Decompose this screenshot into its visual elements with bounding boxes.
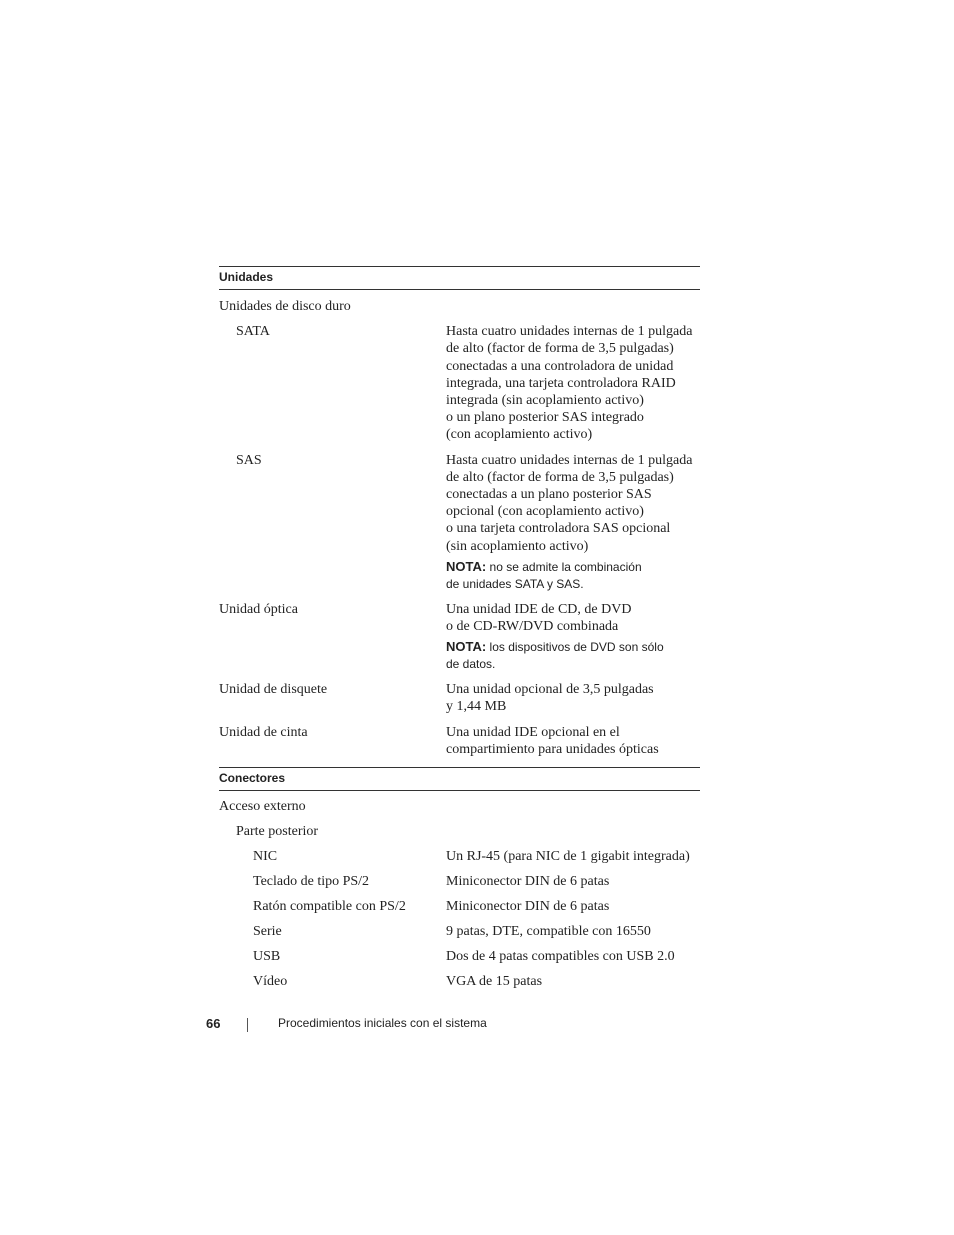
section-heading-connectors: Conectores xyxy=(219,767,700,791)
row-label: Unidades de disco duro xyxy=(219,299,351,314)
row-value xyxy=(446,452,700,593)
specifications-table xyxy=(219,266,700,991)
note-label: NOTA: xyxy=(446,558,487,574)
note-text: los dispositivos de DVD son sólo xyxy=(486,640,664,655)
row-value xyxy=(446,724,700,758)
note-label: NOTA: xyxy=(446,639,487,655)
row-value: Dos de 4 patas compatibles con USB 2.0 xyxy=(446,949,675,965)
row-connector-keyboard xyxy=(219,866,700,891)
value-line: (con acoplamiento activo) xyxy=(446,427,593,443)
page-footer xyxy=(206,1016,706,1036)
row-connector-nic xyxy=(219,841,700,866)
row-sata xyxy=(219,315,700,443)
row-value: VGA de 15 patas xyxy=(446,974,543,990)
row-label: Vídeo xyxy=(253,974,288,990)
row-label: NIC xyxy=(253,849,278,865)
row-connector-usb xyxy=(219,941,700,966)
row-label: Unidad óptica xyxy=(219,601,298,617)
row-hard-drives xyxy=(219,290,700,315)
row-value xyxy=(446,681,700,715)
row-label: SAS xyxy=(236,452,262,468)
value-line: y 1,44 MB xyxy=(446,699,507,715)
value-line: Hasta cuatro unidades internas de 1 pulgada xyxy=(446,324,693,340)
footer-separator xyxy=(247,1018,248,1032)
page-number: 66 xyxy=(206,1016,221,1031)
row-sas xyxy=(219,444,700,593)
note-text: de unidades SATA y SAS. xyxy=(446,576,584,591)
value-line: opcional (con acoplamiento activo) xyxy=(446,504,644,520)
note-text: de datos. xyxy=(446,657,496,672)
section-heading-drives: Unidades xyxy=(219,266,700,290)
row-label: Parte posterior xyxy=(236,824,319,840)
value-line: conectadas a una controladora de unidad xyxy=(446,358,674,374)
row-value: Miniconector DIN de 6 patas xyxy=(446,874,610,890)
value-line: o un plano posterior SAS integrado xyxy=(446,410,644,426)
value-line: conectadas a un plano posterior SAS xyxy=(446,487,652,503)
row-connector-video xyxy=(219,966,700,991)
row-external-access xyxy=(219,791,700,816)
note-text: no se admite la combinación xyxy=(486,559,642,574)
row-tape-drive xyxy=(219,716,700,758)
value-line: Una unidad IDE de CD, de DVD xyxy=(446,601,632,617)
row-label: Serie xyxy=(253,924,282,940)
value-line: o una tarjeta controladora SAS opcional xyxy=(446,521,671,537)
value-line: integrada (sin acoplamiento activo) xyxy=(446,393,644,409)
row-optical-drive xyxy=(219,593,700,673)
row-label: SATA xyxy=(236,324,270,340)
value-line: Una unidad opcional de 3,5 pulgadas xyxy=(446,682,654,698)
row-rear-panel xyxy=(219,816,700,841)
value-line: o de CD-RW/DVD combinada xyxy=(446,619,619,635)
row-label: Acceso externo xyxy=(219,799,306,815)
row-value: 9 patas, DTE, compatible con 16550 xyxy=(446,924,651,940)
note-optical xyxy=(446,638,700,673)
row-label: Unidad de disquete xyxy=(219,682,328,698)
value-line: de alto (factor de forma de 3,5 pulgadas) xyxy=(446,341,674,357)
row-label: USB xyxy=(253,949,281,965)
row-value xyxy=(446,323,700,443)
row-connector-serial xyxy=(219,916,700,941)
row-value: Un RJ-45 (para NIC de 1 gigabit integrada) xyxy=(446,849,690,865)
value-line: de alto (factor de forma de 3,5 pulgadas) xyxy=(446,469,674,485)
value-line: Hasta cuatro unidades internas de 1 pulgada xyxy=(446,452,693,468)
value-line: (sin acoplamiento activo) xyxy=(446,538,589,554)
value-line: compartimiento para unidades ópticas xyxy=(446,741,659,757)
row-value xyxy=(446,601,700,673)
row-value: Miniconector DIN de 6 patas xyxy=(446,899,610,915)
row-floppy-drive xyxy=(219,673,700,715)
row-connector-mouse xyxy=(219,891,700,916)
value-line: integrada, una tarjeta controladora RAID xyxy=(446,375,676,391)
note-sas xyxy=(446,558,700,593)
value-line: Una unidad IDE opcional en el xyxy=(446,724,620,740)
row-label: Unidad de cinta xyxy=(219,724,308,740)
row-label: Ratón compatible con PS/2 xyxy=(253,899,406,915)
footer-title: Procedimientos iniciales con el sistema xyxy=(278,1016,487,1030)
row-label: Teclado de tipo PS/2 xyxy=(253,874,370,890)
